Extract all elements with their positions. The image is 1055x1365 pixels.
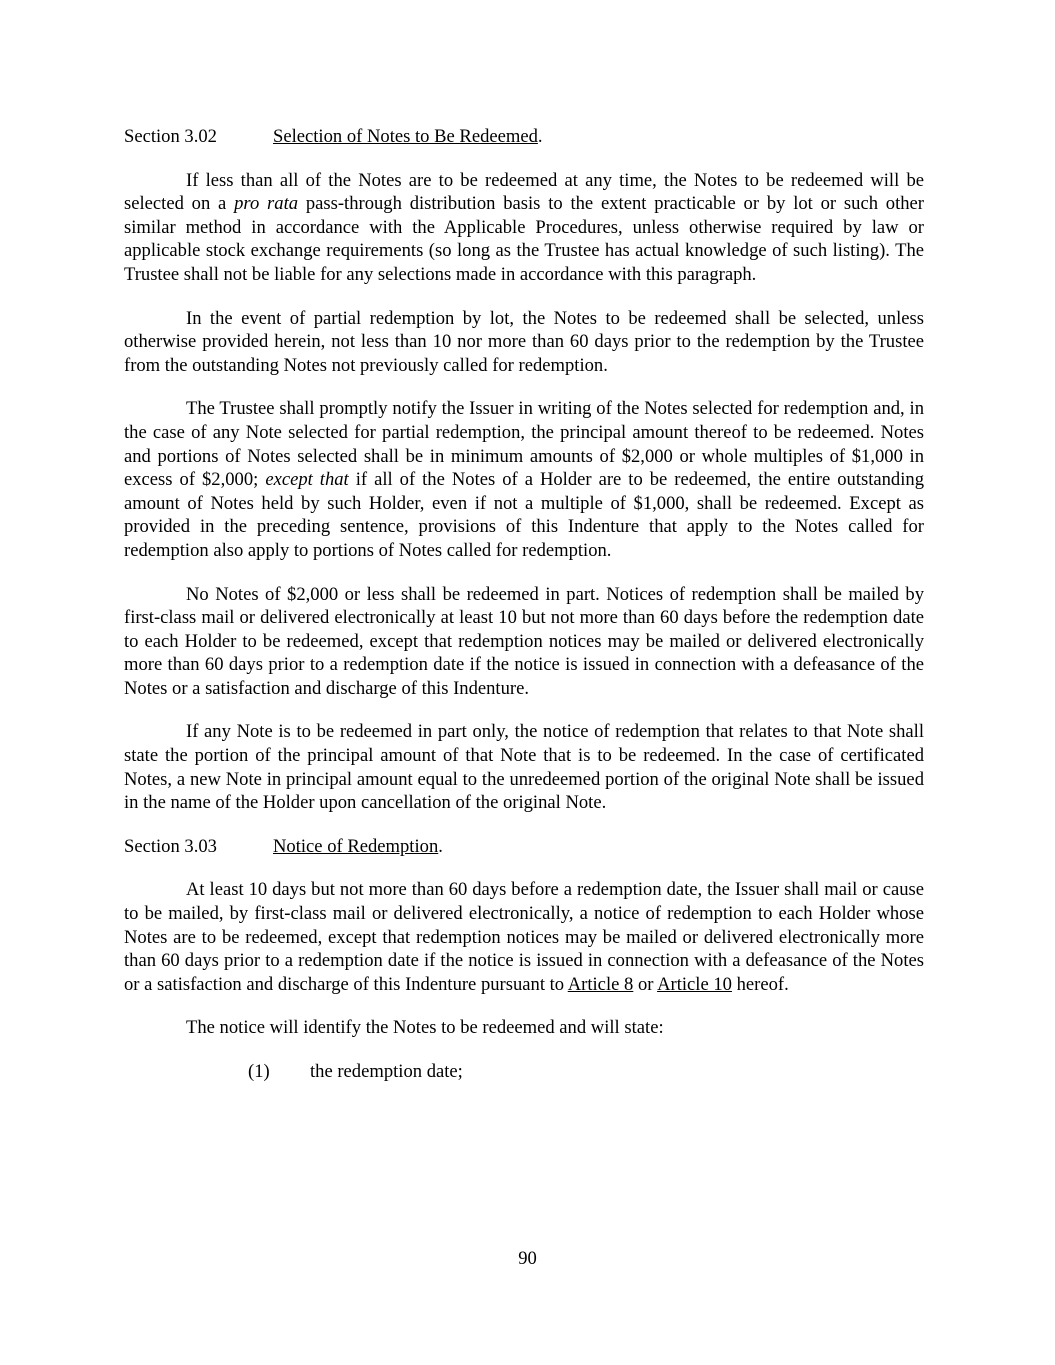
list-item-number: (1) [248,1061,270,1082]
paragraph-text: pass-through distribution basis to the extent practicable or by lot or such other similar method in accordance with the Applicable Procedures, unless otherwise required by law or applicable stock exchange requirements (so long as the Trustee has actual knowledge of such listing). The Trustee shall not be liable for any selections made in accordance with this paragraph. [124,193,924,285]
page-number: 90 [518,1248,537,1269]
section-title: Notice of Redemption [273,835,439,857]
paragraph [124,397,924,562]
paragraph-italic-text: except that [265,469,349,491]
paragraph [124,878,924,996]
list-item-text: the redemption date; [310,1061,463,1082]
paragraph: If any Note is to be redeemed in part only, the notice of redemption that relates to that Note shall state the portion of the principal amount of that Note that is to be redeemed. In the case of certificated Notes, a new Note in principal amount equal to the unredeemed portion of the original Note shall be issued in the name of the Holder upon cancellation of the original Note. [124,721,924,814]
paragraph: No Notes of $2,000 or less shall be redeemed in part. Notices of redemption shall be mailed by first-class mail or delivered electronically at least 10 but not more than 60 days before the redemption date to each Holder to be redeemed, except that redemption notices may be mailed or delivered electronically more than 60 days prior to a redemption date if the notice is issued in connection with a defeasance of the Notes or a satisfaction and discharge of this Indenture. [124,583,924,699]
section-3-02-heading [124,125,924,149]
document-page [124,125,924,1084]
paragraph-italic-text: pro rata [234,193,299,215]
section-title: Selection of Notes to Be Redeemed [273,126,538,147]
section-title-period: . [537,126,543,147]
article-8-link[interactable]: Article 8 [567,973,634,995]
paragraph: In the event of partial redemption by lot, the Notes to be redeemed shall be selected, unless otherwise provided herein, not less than 10 nor more than 60 days prior to the redemption by the Trustee from the outstanding Notes not previously called for redemption. [124,307,924,376]
paragraph [124,169,924,287]
section-3-03-heading [124,835,924,859]
paragraph-text: hereof. [731,973,789,995]
article-10-link[interactable]: Article 10 [657,973,732,995]
paragraph-text: or [633,973,658,995]
section-number: Section 3.03 [124,835,217,857]
paragraph-text: If less than all of the Notes are to be redeemed at any time, the Notes to be redeemed will be selected on a [124,169,924,215]
section-title-period: . [438,835,443,857]
paragraph-text: The Trustee shall promptly notify the Issuer in writing of the Notes selected for redemption and, in the case of any Note selected for partial redemption, the principal amount thereof to be redeemed. Notes and portions of Notes selected shall be in minimum amounts of $2,000 or whole multiples of $1,000 in excess of $2,000; [124,398,924,491]
paragraph-text: if all of the Notes of a Holder are to be redeemed, the entire outstanding amount of Notes held by such Holder, even if not a multiple of $1,000, shall be redeemed. Except as provided in the preceding sentence, provisions of this Indenture that apply to the Notes called for redemption also apply to portions of Notes called for redemption. [124,469,924,561]
section-number: Section 3.02 [124,126,217,147]
paragraph: The notice will identify the Notes to be redeemed and will state: [186,1017,664,1039]
paragraph-text: At least 10 days but not more than 60 days before a redemption date, the Issuer shall mail or cause to be mailed, by first-class mail or delivered electronically, a notice of redemption to each Holder whose Notes are to be redeemed, except that redemption notices may be mailed or delivered electronically more than 60 days prior to a redemption date if the notice is issued in connection with a defeasance of the Notes or a satisfaction and discharge of this Indenture pursuant to [124,879,924,995]
list-item [124,1060,924,1084]
